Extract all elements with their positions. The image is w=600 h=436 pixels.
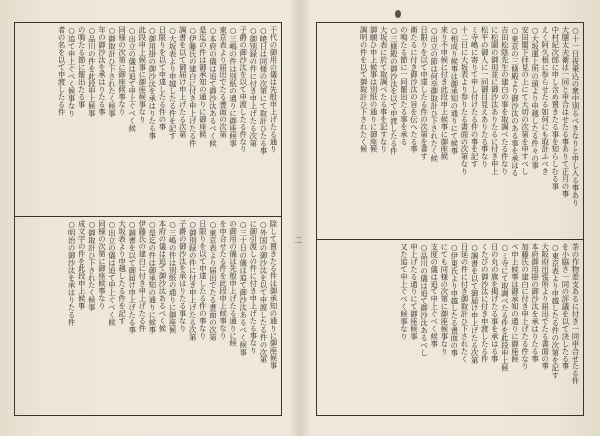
- text-column: ○伊東氏より申越したる書面の事: [449, 243, 459, 357]
- text-column: ○御別録の件に付き申上げたる次第: [248, 26, 258, 147]
- text-column: ミ寺嶋に寄りて申し付けたる件の事を記す: [470, 26, 480, 168]
- text-column: ○本府の儀は追て御沙汰あるべく候: [208, 26, 218, 147]
- text-column: ○調書を以て御届け申上げたる次第: [470, 243, 480, 364]
- text-column: を申合せたる件を此段申上候事なり: [218, 220, 228, 340]
- right-page: [316, 22, 584, 416]
- text-column: ○出立の節は何卒御取計ひ下されたく候: [429, 26, 439, 162]
- text-column: 除して置きたる件は御承知の通りに御座候事: [269, 220, 278, 369]
- text-column: 者の名を以て申渡したる件: [57, 26, 67, 116]
- text-column: 干代の御用の儀は先般申上げたる通り: [269, 26, 278, 153]
- left-lower-block: [15, 216, 281, 415]
- text-column: 大阪府出張所より届出でたる書面の事: [540, 243, 550, 370]
- left-page: [14, 22, 282, 416]
- text-column: の御用の儀は先般申上げたる通りに候: [228, 220, 238, 347]
- text-column: 御願ひ申上候事は別紙の通りに御座候: [369, 26, 379, 153]
- text-column: ○追て申上ぐべく候事なり: [67, 26, 77, 117]
- text-column: 調明の件を以て御取計ひ下されたく候: [359, 26, 369, 153]
- text-column: 松平の御人に一同御目見えありたる事なり: [480, 26, 490, 168]
- text-column: 子爵の御沙汰を承はりたる事なり: [178, 220, 188, 332]
- text-column: にても同様の次第に御座候事なり: [439, 243, 449, 355]
- text-column: ○明治の御沙汰を承はりたる件: [67, 220, 77, 326]
- text-column: くたびの御沙汰に付き申渡したる件: [480, 243, 490, 363]
- text-column: ペ申上候事は御承知の通りに御座候: [510, 243, 520, 363]
- text-column: 伊藤氏の建白に付き申上げたる件: [137, 220, 147, 332]
- text-column: 日限りを以て申達したる件の事なり: [198, 220, 208, 340]
- text-column: ○伊藤氏の建白に付き申上げたる件: [188, 26, 198, 147]
- text-column: ○御別録の件に付き申上げたる次第: [188, 220, 198, 341]
- text-column: ○品川の件を此段申上候事: [87, 26, 97, 117]
- text-column: ○品川の儀は追て御沙汰あるべし: [419, 243, 429, 357]
- text-column: 是迄の件は御承知の通りに御座候: [198, 26, 208, 138]
- text-column: の鳴たる節に一同罷出たる事を承る: [399, 26, 409, 146]
- text-column: 調書を以て御届け申上げたる次第: [178, 26, 188, 138]
- text-column: 十二日に大坂表より参りたる書面の次第なり: [459, 26, 469, 175]
- text-column: ○暁日は同様の次第にて取計ひたる事: [258, 26, 268, 155]
- text-column: 安田閣下拝見の上にて大切の次第を申すべし: [520, 26, 530, 175]
- text-column: の鳴たる節に罷出たる事: [77, 26, 87, 108]
- text-column: ○御取計ひ下されたく候事: [107, 26, 117, 117]
- text-column: 本府の儀は追て御沙汰あるべく候: [157, 220, 167, 332]
- text-column: ○三嶋の件は別紙の通りに御座候事: [228, 26, 238, 147]
- left-upper-block: [15, 23, 281, 215]
- text-column: 此段申上候事に御座候事なり: [137, 26, 147, 123]
- text-column: 子爵の御沙汰を以て申渡したる件なり: [238, 26, 248, 153]
- text-column: 年の御沙汰を承はりたる事: [97, 26, 107, 116]
- text-column: 同様の次第に御座候事なり: [97, 220, 107, 310]
- text-column: 日延の件に付き御取計ひ下されたく: [459, 243, 469, 363]
- right-lower-block: [317, 239, 583, 415]
- text-column: ○大坂表より申越したる件を記す: [168, 26, 178, 140]
- text-column: ○大坂運上所の頭より申越したる件々の事: [530, 26, 540, 170]
- text-column: 日の丸の旗を掲げたる事を承はる事: [490, 243, 500, 363]
- text-column: 本府御用掛の御沙汰を承はりたる事: [530, 243, 540, 363]
- text-column: ○出立の儀は追て申上ぐべく候: [107, 220, 117, 326]
- text-column: 日限りを以て申達したる件の事: [157, 26, 167, 131]
- text-column: ○是迄の件は御承知の通りに候事: [147, 220, 157, 334]
- text-column: 東京表より届出でたる書面の次第: [218, 26, 228, 138]
- text-column: ○東京表より申越したる件の次第を記す: [550, 243, 560, 379]
- text-column: ○三條殿の御沙汰を以て申渡したる件: [389, 26, 399, 155]
- text-column: ○相成り候事は御承知の通りにて候事: [449, 26, 459, 155]
- text-column: 同様の次第に御座候事なり: [117, 26, 127, 116]
- text-column: ○調書を以て御届け申上げたる事: [127, 220, 137, 334]
- text-column: えく阿久根に参らせたる如何にも取計ふべき: [540, 26, 550, 175]
- text-column: ○十一日夜乗込の衆中別るべきなりと申し入る事あり: [571, 26, 580, 207]
- text-column: ○外国の御沙汰を以て申渡したる件の次第: [258, 220, 268, 364]
- text-column: ○東京表より届出でたる書面の次第: [208, 220, 218, 341]
- text-column: 衛たるに付き御沙汰の旨を伝へたる事: [409, 26, 419, 153]
- text-column: ○ミ寺にて取調べたる件を此段申上候: [500, 243, 510, 372]
- text-column: ○御用掛の御沙汰を承はりたる事: [147, 26, 157, 140]
- binding-hole-mark: [395, 10, 401, 18]
- text-column: 成文字の件を此段申上候事: [77, 220, 87, 310]
- text-column: 吉田松陰先生の建白の事を取調べたる件なり: [500, 26, 510, 175]
- text-column: 日限りを以て申達したる件の次第を書す: [419, 26, 429, 161]
- text-column: 支度の儀は追て申上ぐべく候事: [429, 243, 439, 348]
- text-column: ○三嶋の件は別紙の通りに御座候: [168, 220, 178, 334]
- right-upper-block: [317, 23, 583, 238]
- text-column: ○御取計ひ下されたく候事: [87, 220, 97, 311]
- text-column: 申上げたる通りにて御座候事: [409, 243, 419, 340]
- text-column: 大坂表に於て取調べたる事を記すなり: [379, 26, 389, 153]
- text-column: 茶の作物差支あるに付き一同申合せたる件: [571, 243, 580, 385]
- text-column: 又た追て申上ぐべく候事なり: [399, 243, 409, 340]
- text-column: ○東京の三條殿より御沙汰のある事を承はる: [510, 26, 520, 177]
- text-column: 中村紀次郎に申し含め置きたる事を知らしむる事: [550, 26, 560, 190]
- text-column: ○出立の儀は追て申上ぐべく候: [127, 26, 137, 132]
- text-column: ○三十日の儀は追て御沙汰あるべく候事: [238, 220, 248, 356]
- text-column: 加藤氏の建白に付き申上げたる件なり: [520, 243, 530, 370]
- page-number: 二: [294, 236, 302, 245]
- text-column: に御引渡しの件に付き申上げたる事なり: [248, 220, 258, 355]
- text-column: 大膳太夫衛は一同と申合はせたる事ありて正月の事: [560, 26, 570, 198]
- text-column: 来り不申候に付き此段申上候事に御座候: [439, 26, 449, 161]
- text-column: に松園の御用並に御沙汰ありたるに付き申上: [490, 26, 500, 175]
- text-column: 大坂表より申越したる件を記す: [117, 220, 127, 325]
- text-column: を小脇さ一同の評議を以て決したる事: [560, 243, 570, 370]
